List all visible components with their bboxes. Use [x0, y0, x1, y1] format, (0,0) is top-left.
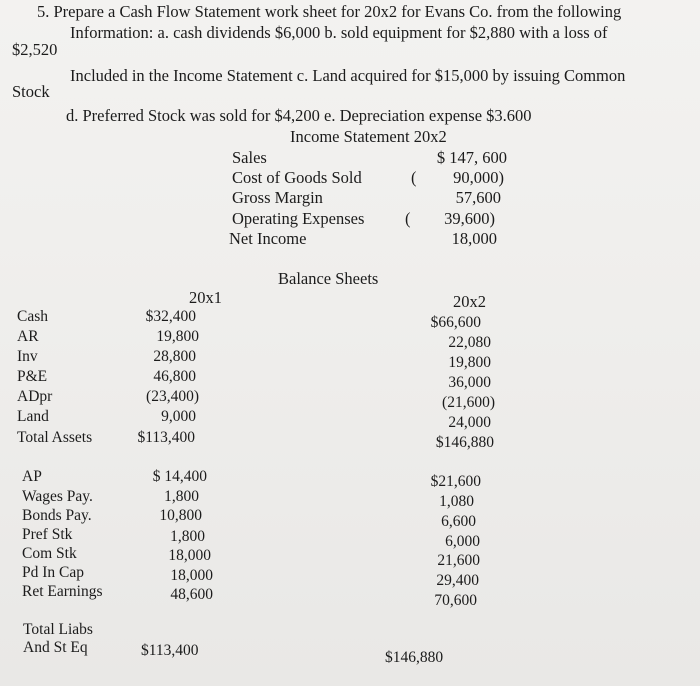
is-value: 90,000)	[453, 168, 504, 187]
asset-value-20x2: 24,000	[448, 414, 491, 431]
col-header-20x1: 20x1	[189, 288, 222, 307]
is-paren: (	[411, 168, 417, 187]
asset-value-20x2: 19,800	[448, 354, 491, 371]
liability-value-20x2: 1,080	[439, 493, 474, 510]
liability-value-20x2: 6,600	[441, 513, 476, 530]
liability-value-20x1: 48,600	[170, 586, 213, 603]
liability-value-20x2: 29,400	[436, 572, 479, 589]
asset-value-20x1: 19,800	[156, 328, 199, 345]
liability-label: Pd In Cap	[22, 564, 84, 581]
total-assets-label: Total Assets	[17, 429, 93, 446]
liability-value-20x1: $ 14,400	[152, 468, 207, 485]
is-label: Net Income	[229, 229, 307, 248]
liability-value-20x1: 18,000	[168, 547, 211, 564]
liability-label: Bonds Pay.	[22, 507, 92, 524]
liability-value-20x1: 1,800	[164, 488, 199, 505]
liability-value-20x1: 18,000	[170, 567, 213, 584]
asset-label: P&E	[17, 368, 48, 385]
liability-label: Pref Stk	[22, 526, 73, 543]
liability-label: Wages Pay.	[22, 488, 93, 505]
total-liabs-20x2: $146,880	[385, 649, 444, 666]
income-statement-title: Income Statement 20x2	[290, 127, 447, 146]
liability-value-20x2: 6,000	[445, 533, 480, 550]
liability-label: Com Stk	[22, 545, 77, 562]
liability-value-20x2: $21,600	[430, 473, 481, 490]
total-liabs-label-line2: And St Eq	[23, 639, 88, 656]
asset-value-20x2: 36,000	[448, 374, 491, 391]
is-label: Gross Margin	[232, 188, 323, 207]
problem-line-5: Stock	[12, 82, 50, 101]
asset-label: ADpr	[17, 388, 53, 405]
is-value: 39,600)	[444, 209, 495, 228]
total-liabs-20x1: $113,400	[141, 642, 199, 659]
asset-value-20x2: $66,600	[430, 314, 481, 331]
is-label: Sales	[232, 148, 267, 167]
problem-line-2: Information: a. cash dividends $6,000 b. sold equipment for $2,880 with a loss of	[70, 23, 608, 42]
total-assets-20x1: $113,400	[137, 429, 195, 446]
asset-label: Inv	[17, 348, 38, 365]
balance-sheets-title: Balance Sheets	[278, 269, 379, 288]
asset-value-20x1: 28,800	[153, 348, 196, 365]
asset-value-20x2: (21,600)	[442, 394, 495, 411]
liability-value-20x1: 1,800	[170, 528, 205, 545]
liability-label: Ret Earnings	[22, 583, 103, 600]
is-paren: (	[405, 209, 411, 228]
is-value: 57,600	[455, 188, 501, 207]
liability-value-20x1: 10,800	[159, 507, 202, 524]
liability-value-20x2: 70,600	[434, 592, 477, 609]
asset-value-20x1: (23,400)	[146, 388, 199, 405]
asset-label: AR	[17, 328, 39, 345]
asset-value-20x1: 46,800	[153, 368, 196, 385]
is-label: Cost of Goods Sold	[232, 168, 362, 187]
problem-line-6: d. Preferred Stock was sold for $4,200 e. Depreciation expense $3.600	[66, 106, 532, 125]
asset-value-20x2: 22,080	[448, 334, 491, 351]
asset-value-20x1: 9,000	[161, 408, 196, 425]
is-label: Operating Expenses	[232, 209, 365, 228]
asset-value-20x1: $32,400	[145, 308, 196, 325]
asset-label: Land	[17, 408, 49, 425]
liability-label: AP	[22, 468, 42, 485]
problem-line-3: $2,520	[12, 40, 58, 59]
col-header-20x2: 20x2	[453, 292, 486, 311]
asset-label: Cash	[17, 308, 48, 325]
is-value: $ 147, 600	[436, 148, 507, 167]
liability-value-20x2: 21,600	[437, 552, 480, 569]
total-liabs-label-line1: Total Liabs	[23, 621, 93, 638]
problem-line-1: 5. Prepare a Cash Flow Statement work sheet for 20x2 for Evans Co. from the following	[37, 2, 622, 21]
total-assets-20x2: $146,880	[435, 434, 494, 451]
problem-line-4: Included in the Income Statement c. Land acquired for $15,000 by issuing Common	[70, 66, 626, 85]
is-value: 18,000	[451, 229, 497, 248]
